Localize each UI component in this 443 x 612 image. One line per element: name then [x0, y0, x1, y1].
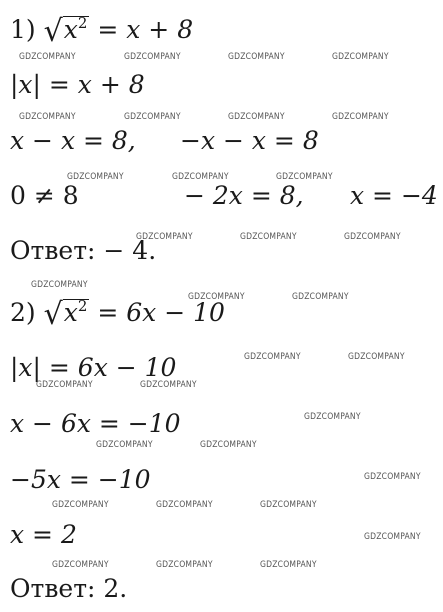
- watermark: GDZCOMPANY: [304, 412, 361, 422]
- problem2-rhs: = 6x − 10: [97, 298, 225, 327]
- sqrt-symbol: $√x^2$: [43, 297, 88, 332]
- watermark: GDZCOMPANY: [19, 52, 76, 62]
- watermark: GDZCOMPANY: [344, 232, 401, 242]
- problem2-step2: x − 6x = −10: [10, 409, 181, 438]
- problem1-case-b-step: − 2x = 8,: [184, 181, 304, 210]
- watermark: GDZCOMPANY: [36, 380, 93, 390]
- watermark: GDZCOMPANY: [124, 52, 181, 62]
- problem1-case-a: x − x = 8,: [10, 126, 136, 155]
- watermark: GDZCOMPANY: [156, 560, 213, 570]
- problem2-step1: |x| = 6x − 10: [10, 353, 177, 382]
- watermark: GDZCOMPANY: [172, 172, 229, 182]
- watermark: GDZCOMPANY: [244, 352, 301, 362]
- problem1-case-b: −x − x = 8: [180, 126, 319, 155]
- watermark: GDZCOMPANY: [136, 232, 193, 242]
- problem2-step4: x = 2: [10, 520, 77, 549]
- problem1-case-b-result: x = −4: [350, 181, 438, 210]
- watermark: GDZCOMPANY: [260, 500, 317, 510]
- watermark: GDZCOMPANY: [348, 352, 405, 362]
- problem1-answer: Ответ: − 4.: [10, 236, 157, 265]
- watermark: GDZCOMPANY: [292, 292, 349, 302]
- problem1-rhs: = x + 8: [97, 15, 194, 44]
- problem2-radicand-var: x: [63, 298, 78, 327]
- problem2-radicand-exp: 2: [77, 297, 88, 315]
- watermark: GDZCOMPANY: [140, 380, 197, 390]
- watermark: GDZCOMPANY: [228, 112, 285, 122]
- problem1-number: 1): [10, 15, 36, 44]
- watermark: GDZCOMPANY: [332, 112, 389, 122]
- watermark: GDZCOMPANY: [52, 500, 109, 510]
- watermark: GDZCOMPANY: [332, 52, 389, 62]
- watermark: GDZCOMPANY: [188, 292, 245, 302]
- sqrt-symbol: $√x^2$: [43, 14, 88, 49]
- watermark: GDZCOMPANY: [96, 440, 153, 450]
- problem1-radicand-exp: 2: [77, 14, 88, 32]
- watermark: GDZCOMPANY: [19, 112, 76, 122]
- problem1-equation: [10, 15, 193, 47]
- watermark: GDZCOMPANY: [200, 440, 257, 450]
- watermark: GDZCOMPANY: [260, 560, 317, 570]
- watermark: GDZCOMPANY: [52, 560, 109, 570]
- watermark: GDZCOMPANY: [276, 172, 333, 182]
- watermark: GDZCOMPANY: [228, 52, 285, 62]
- problem2-equation: [10, 298, 225, 330]
- watermark: GDZCOMPANY: [156, 500, 213, 510]
- watermark: GDZCOMPANY: [364, 532, 421, 542]
- watermark: GDZCOMPANY: [124, 112, 181, 122]
- problem1-case-a-result: 0 ≠ 8: [10, 181, 79, 210]
- problem2-number: 2): [10, 298, 36, 327]
- problem1-step1: |x| = x + 8: [10, 70, 145, 99]
- problem2-step3: −5x = −10: [10, 465, 151, 494]
- watermark: GDZCOMPANY: [240, 232, 297, 242]
- watermark: GDZCOMPANY: [364, 472, 421, 482]
- problem1-radicand-var: x: [63, 15, 78, 44]
- watermark: GDZCOMPANY: [31, 280, 88, 290]
- watermark: GDZCOMPANY: [67, 172, 124, 182]
- problem2-answer: Ответ: 2.: [10, 574, 128, 603]
